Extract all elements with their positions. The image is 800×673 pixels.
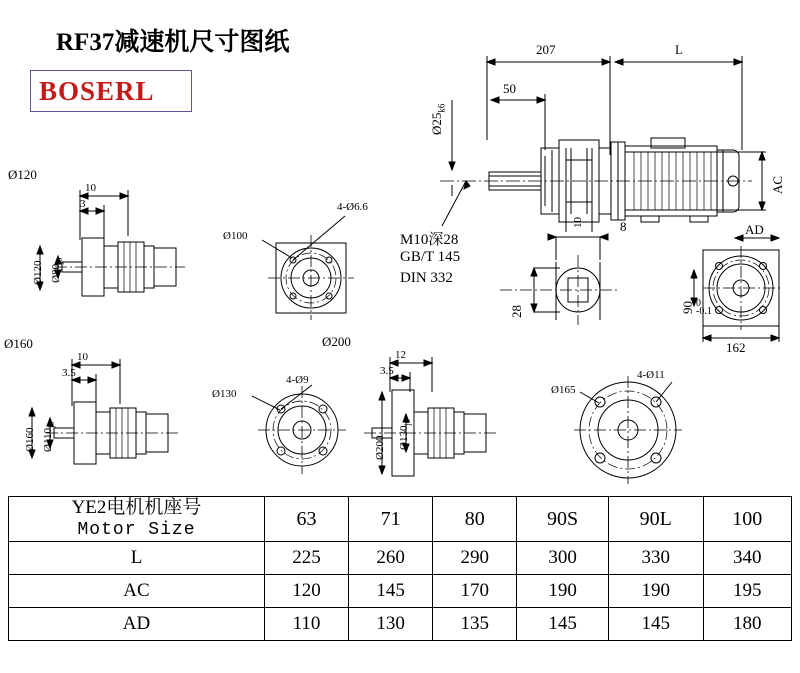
dim-AD-label: AD (745, 222, 764, 237)
table-row (9, 542, 792, 575)
flange-large-bore-dia: $Ø130_{j6}$ (398, 419, 413, 450)
face-flange-large-bolt-circle: Ø165 (551, 384, 576, 396)
flange-small-bore-dia: $Ø80_{j6}$ (50, 257, 65, 283)
shaft-dia-label: $Ø25_{k6}$ (429, 103, 447, 135)
flange-large-dim-3-5: 3.5 (380, 365, 394, 377)
table-header-size: 80 (433, 497, 517, 542)
flange-small-dim-10: 10 (85, 182, 96, 194)
table-cell: 170 (433, 575, 517, 608)
table-row (9, 608, 792, 641)
dim-AC-label: AC (770, 175, 785, 194)
flange-mid-bore-dia: $Ø110_{j6}$ (42, 421, 57, 452)
flange-mid-dim-10: 10 (77, 351, 88, 363)
face-flange-small-bolt-circle: Ø100 (223, 230, 248, 242)
dim-L-label: L (675, 42, 683, 57)
flange-mid-pilot-dia: Ø160 (24, 427, 36, 452)
flange-small-dim-3: 3 (80, 198, 86, 210)
table-cell: 195 (703, 575, 791, 608)
table-cell: 180 (703, 608, 791, 641)
table-cell: 190 (608, 575, 703, 608)
table-header-size: 71 (349, 497, 433, 542)
table-header-label (9, 497, 265, 542)
dim-28-label: 28 (509, 305, 524, 318)
row-label: AD (9, 608, 265, 641)
table-cell: 190 (517, 575, 609, 608)
table-header-label-en: Motor Size (77, 520, 196, 540)
flange-mid-outer-dia: Ø160 (4, 336, 33, 351)
table-cell: 260 (349, 542, 433, 575)
flange-small-pilot-dia: Ø120 (32, 260, 44, 285)
spec-table (8, 496, 792, 641)
dim-207-label: 207 (536, 42, 556, 57)
table-cell: 120 (265, 575, 349, 608)
flange-small-outer-dia: Ø120 (8, 167, 37, 182)
table-header-size: 100 (703, 497, 791, 542)
table-cell: 290 (433, 542, 517, 575)
face-flange-large-hole-note: 4-Ø11 (637, 369, 665, 381)
thread-note-line3: DIN 332 (400, 270, 453, 286)
row-label: AC (9, 575, 265, 608)
flange-large-pilot-dia: Ø200 (374, 435, 386, 460)
table-header-size: 90S (517, 497, 609, 542)
table-cell: 145 (608, 608, 703, 641)
dim-162-label: 162 (726, 340, 746, 355)
face-flange-mid-hole-note: 4-Ø9 (286, 374, 309, 386)
table-cell: 130 (349, 608, 433, 641)
table-header-size: 63 (265, 497, 349, 542)
dim-90-label: 90 (680, 301, 695, 314)
thread-note-line1: M10深28 (400, 232, 459, 248)
face-flange-mid-bolt-circle: Ø130 (212, 388, 237, 400)
dim-10-label: 10 (572, 217, 584, 228)
flange-mid-dim-3-5: 3.5 (62, 367, 76, 379)
table-header-size: 90L (608, 497, 703, 542)
table-cell: 225 (265, 542, 349, 575)
face-flange-small-hole-note: 4-Ø6.6 (337, 201, 368, 213)
table-row (9, 575, 792, 608)
dim-8-label: 8 (620, 219, 627, 234)
dim-50-label: 50 (503, 81, 516, 96)
table-cell: 340 (703, 542, 791, 575)
row-label: L (9, 542, 265, 575)
table-cell: 330 (608, 542, 703, 575)
table-cell: 145 (349, 575, 433, 608)
flange-large-dim-12: 12 (395, 349, 406, 361)
page-title: RF37减速机尺寸图纸 (56, 29, 290, 56)
table-cell: 135 (433, 608, 517, 641)
logo-text: BOSERL (39, 76, 155, 106)
thread-note-line2: GB/T 145 (400, 249, 461, 265)
table-header-row (9, 497, 792, 542)
table-cell: 110 (265, 608, 349, 641)
table-cell: 145 (517, 608, 609, 641)
dim-90-tolerance: 0 -0.1 (696, 298, 712, 317)
table-cell: 300 (517, 542, 609, 575)
flange-large-outer-dia: Ø200 (322, 334, 351, 349)
table-header-label-cn: YE2电机机座号 (71, 497, 202, 518)
